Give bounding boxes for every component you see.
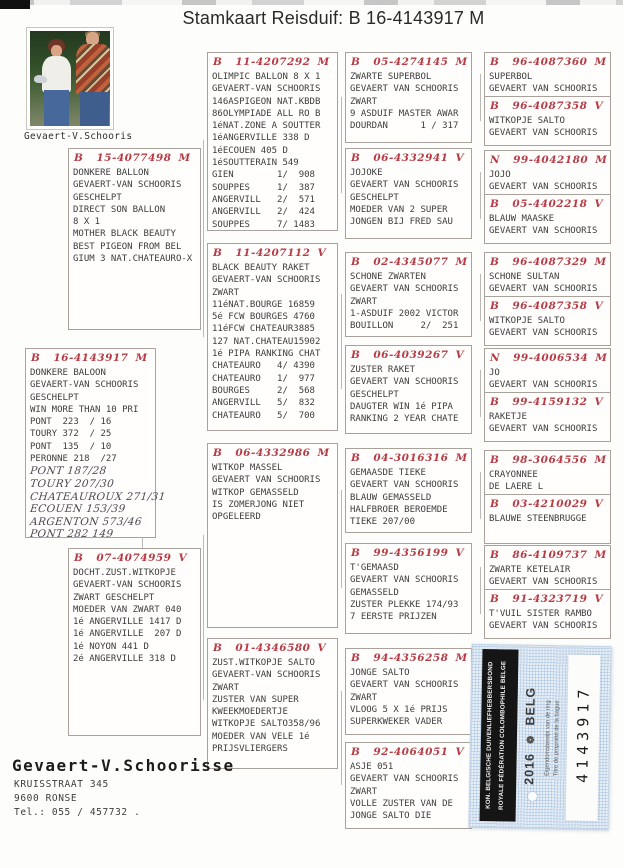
pedigree-line: GEVAERT VAN SCHOORIS [489,621,598,632]
pedigree-line: GEMASSELD [350,587,399,598]
pedigree-line: WITKOPJE SALTO358/96 [212,719,321,730]
ring-sex: M [317,447,330,459]
pedigree-line: 11éNAT.BOURGE 16859 [212,299,315,310]
pedigree-box-98-3064556 [484,450,611,495]
pedigree-line: GEVAERT-VAN SCHOORIS [30,380,139,391]
ring-sex: M [595,352,608,364]
pedigree-line: OLIMPIC BALLON 8 X 1 [212,72,321,82]
pedigree-box-96-4087358 [484,296,611,346]
ring-sex: V [455,547,465,559]
ring-number-text: 11-4207112 [235,247,311,259]
pedigree-box-91-4323719 [484,589,611,639]
pedigree-line: GIEN 1/ 908 [212,170,315,181]
pedigree-box-02-4345077 [345,252,472,337]
pedigree-line: GEVAERT VAN SCHOORIS [489,424,598,435]
owner-photo-image [30,31,110,126]
pedigree-line: PONT 135 / 10 [30,441,112,452]
ring-sex: M [594,549,607,561]
ring-sex: V [317,642,327,654]
ring-country: B [351,349,361,361]
pedigree-line: GEVAERT VAN SCHOORIS [212,475,321,486]
pedigree-line: GEVAERT VAN SCHOORIS [350,84,459,95]
pedigree-line: ZUST.WITKOPJE SALTO [212,658,315,668]
ring-header [490,100,607,112]
ring-country: B [351,452,361,464]
ring-header [213,447,334,459]
pedigree-line: BLAUWE STEENBRUGGE [489,514,587,524]
pedigree-line: ZWART [350,96,378,107]
pedigree-line: DONKERE BALOON [30,368,106,378]
ring-country: B [490,100,500,112]
pedigree-line: VOLLE ZUSTER VAN DE [350,798,453,809]
pedigree-line: GEVAERT VAN SCHOORIS [489,182,598,193]
ring-country: B [490,256,500,268]
ring-country: B [490,198,500,210]
pedigree-line: WITKOPJE SALTO [489,116,565,126]
pedigree-line: 1éANGERVILLE 338 D [212,133,310,144]
handwritten-result-line: ECOUEN 153/39 [29,503,127,516]
punch-hole [528,792,537,801]
ring-country: B [490,549,500,561]
pedigree-line: CRAYONNEE [489,470,538,480]
pedigree-line: GEVAERT VAN SCHOORIS [350,377,459,388]
ring-header [490,198,607,210]
ring-header [351,152,468,164]
ring-country: B [213,642,223,654]
pedigree-box-96-4087329 [484,252,611,297]
pedigree-line: DOURDAN 1 / 317 [350,121,459,132]
pedigree-box-99-4159132 [484,392,611,442]
ring-number-text: 96-4087360 [512,56,588,68]
ring-number: 4143917 [573,684,593,784]
ring-header [213,642,334,654]
ring-sex: M [135,352,148,364]
ring-header [351,56,468,68]
pedigree-line: BLAUW MAASKE [489,214,555,224]
federation-name-fr: ROYALE FÉDÉRATION COLOMBOPHILE BELGE [497,660,508,810]
ring-country: B [490,593,500,605]
pedigree-line: 127 NAT.CHATEAU15902 [212,336,321,347]
pedigree-line: GEVAERT VAN SCHOORIS [489,84,598,95]
pedigree-line: 8 X 1 [73,217,101,228]
photo-caption: Gevaert-V.Schooris [24,131,133,142]
ring-number-text: 06-4332986 [235,447,311,459]
pedigree-line: BLAUW GEMASSELD [350,492,432,503]
ring-country: B [74,152,84,164]
pedigree-line: GEVAERT VAN SCHOORIS [489,328,598,339]
ring-number-text: 99-4006534 [513,352,589,364]
handwritten-result-line: PONT 187/28 [29,465,108,478]
ring-country: B [351,547,361,559]
ring-header [351,452,468,464]
pedigree-line: TOURY 372 / 25 [30,429,112,440]
ring-header [490,593,607,605]
pedigree-line: 9 ASDUIF MASTER AWAR [350,108,459,119]
pedigree-line: ANGERVILL 2/ 571 [212,194,315,205]
ring-country: B [351,152,361,164]
pedigree-line: WITKOP MASSEL [212,463,283,473]
pedigree-box-86-4109737 [484,545,611,590]
pedigree-line: 1é PIPA RANKING CHAT [212,349,321,360]
pedigree-box-07-4074959 [68,548,201,736]
ring-country: B [490,56,500,68]
handwritten-result-line: CHATEAUROUX 271/31 [29,490,167,503]
handwritten-result-line: TOURY 207/30 [29,477,115,490]
ring-number-text: 03-4210029 [512,498,588,510]
ring-header [490,352,607,364]
ring-number-text: 99-4159132 [512,396,588,408]
pedigree-line: GEVAERT-VAN SCHOORIS [212,84,321,95]
pedigree-box-16-4143917 [25,348,167,541]
pedigree-line: GESCHELPT [30,392,79,403]
ring-header [351,652,468,664]
pedigree-line: 146ASPIGEON NAT.KBDB [212,96,321,107]
pedigree-line: TIEKE 207/00 [350,517,416,528]
pedigree-line: PERONNE 218 /27 [30,454,117,465]
pedigree-line: MOEDER VAN ZWART 040 [73,604,182,615]
pedigree-line: 1-ASDUIF 2002 VICTOR [350,308,459,319]
ring-country: B [213,447,223,459]
pedigree-box-99-4042180 [484,150,611,195]
ring-header [351,547,468,559]
pedigree-line: BLACK BEAUTY RAKET [212,263,310,273]
pedigree-line: GEVAERT VAN SCHOORIS [350,480,459,491]
ring-number-text: 16-4143917 [53,352,129,364]
ring-sex: V [178,552,188,564]
pedigree-line: MOEDER VAN 2 SUPER [350,204,448,215]
ring-number-text: 05-4274145 [373,56,449,68]
pedigree-line: GEVAERT-VAN SCHOORIS [73,180,182,191]
ring-country: B [213,247,223,259]
ring-sex: M [595,154,608,166]
owner-phone: Tel.: 055 / 457732 . [14,807,141,818]
ring-country: B [351,652,361,664]
ring-number-text: 91-4323719 [512,593,588,605]
pedigree-line: DAUGTER WIN 1é PIPA [350,401,453,412]
pedigree-line: SOUPPES 7/ 1483 [212,219,315,230]
pedigree-line: IS ZOMERJONG NIET [212,499,305,510]
pedigree-line: GEVAERT VAN SCHOORIS [489,226,598,237]
ring-country: B [351,256,361,268]
pedigree-line: JOJOKE [350,168,383,178]
pedigree-box-11-4207112 [207,243,338,431]
pedigree-line: DIRECT SON BALLON [73,204,166,215]
ring-number-text: 06-4332941 [373,152,449,164]
ring-header [74,152,197,164]
page-title: Stamkaart Reisduif: B 16-4143917 M [182,8,485,28]
ring-number-text: 15-4077498 [96,152,172,164]
pedigree-line: 1éSOUTTERAIN 549 [212,158,299,169]
pedigree-line: DONKERE BALLON [73,168,149,178]
pedigree-line: PONT 223 / 16 [30,417,112,428]
pedigree-line: 1é NOYON 441 D [73,641,149,652]
ring-number-text: 96-4087358 [512,100,588,112]
pedigree-box-96-4087358 [484,96,611,146]
ring-ownership-card [468,644,611,830]
ring-sex: V [594,198,604,210]
pedigree-line: GEVAERT VAN SCHOORIS [350,575,459,586]
scan-artifact-strip [0,0,623,5]
pedigree-line: ZWART [350,692,378,703]
pedigree-line: GESCHELPT [350,389,399,400]
ring-number-text: 92-4064051 [373,746,449,758]
pedigree-line: GIUM 3 NAT.CHATEAURO-X [73,254,193,265]
pedigree-box-05-4274145 [345,52,472,143]
ring-header [490,56,607,68]
pedigree-line: ZWART GESCHELPT [73,592,155,603]
ring-header [213,56,334,68]
pedigree-line: ZUSTER VAN SUPER [212,694,299,705]
pedigree-line: 1éECOUEN 405 D [212,145,288,156]
pedigree-line: JOJO [489,170,511,180]
ring-sex: V [455,152,465,164]
ring-number-text: 98-3064556 [512,454,588,466]
ring-country: B [490,498,500,510]
pedigree-line: ZWART [212,287,240,298]
pedigree-box-06-4332941 [345,148,472,239]
ring-sex: M [455,256,468,268]
pedigree-line: ANGERVILL 2/ 424 [212,207,315,218]
pedigree-line: BOUILLON 2/ 251 [350,321,459,332]
pedigree-line: GEVAERT VAN SCHOORIS [489,577,598,588]
pedigree-box-15-4077498 [68,148,201,330]
ring-sex: M [594,56,607,68]
ring-header [351,746,468,758]
ring-number-text: 99-4042180 [513,154,589,166]
pedigree-line: RAKETJE [489,412,527,422]
pedigree-line: SUPERKWEKER VADER [350,717,443,728]
pedigree-line: 11éFCW CHATEAUR3885 [212,324,315,335]
ring-sex: M [455,652,468,664]
pedigree-box-96-4087360 [484,52,611,97]
pedigree-line: GEVAERT-VAN SCHOORIS [212,670,321,681]
ring-country: N [490,154,501,166]
ring-header [490,256,607,268]
pedigree-line: GEVAERT VAN SCHOORIS [350,284,459,295]
handwritten-result-line: PONT 282 149 [29,528,115,541]
ring-number-text: 86-4109737 [512,549,588,561]
ownership-text-fr: Titre de propriété de la bague [553,700,561,777]
ring-header [351,256,468,268]
pedigree-line: MOTHER BLACK BEAUTY [73,229,176,240]
pedigree-line: 1éNAT.ZONE A SOUTTER [212,121,321,132]
pedigree-box-01-4346580 [207,638,338,769]
ring-sex: M [178,152,191,164]
pedigree-line: PRIJSVLIERGERS [212,744,288,755]
pedigree-line: GESCHELPT [73,192,122,203]
ring-country: B [31,352,41,364]
ring-sex: V [317,247,327,259]
ring-country: B [351,746,361,758]
ring-number-text: 96-4087358 [512,300,588,312]
pedigree-line: GEVAERT VAN SCHOORIS [489,380,598,391]
ring-header [490,300,607,312]
ring-sex: M [455,56,468,68]
ring-number-text: 02-4345077 [373,256,449,268]
pedigree-line: GEVAERT-VAN SCHOORIS [73,580,182,591]
pedigree-line: SCHONE ZWARTEN [350,272,426,282]
pedigree-line: BOURGES 2/ 568 [212,385,315,396]
pedigree-box-92-4064051 [345,742,472,829]
pedigree-line: ZWARTE KETELAIR [489,565,571,575]
federation-name-nl: KON. BELGISCHE DUIVENLIEFHEBBERSBOND [484,661,495,809]
pedigree-line: GEVAERT VAN SCHOORIS [350,180,459,191]
pedigree-line: WIN MORE THAN 10 PRI [30,404,139,415]
ring-header [31,352,152,364]
pedigree-line: 1é ANGERVILLE 207 D [73,629,182,640]
ring-country: B [74,552,84,564]
ring-sex: M [594,256,607,268]
pedigree-line: T'VUIL SISTER RAMBO [489,609,592,619]
pedigree-line: JO [489,368,500,378]
pedigree-line: T'GEMAASD [350,563,399,573]
pedigree-line: WITKOPJE SALTO [489,316,565,326]
ring-country: B [351,56,361,68]
ring-header [490,154,607,166]
pedigree-line: KWEEKMOEDERTJE [212,707,288,718]
pedigree-box-06-4039267 [345,345,472,434]
owner-address-street: KRUISSTRAAT 345 [14,779,109,790]
pedigree-line: GEVAERT VAN SCHOORIS [489,284,598,295]
pedigree-line: MOEDER VAN VELE 1é [212,731,310,742]
ring-header [213,247,334,259]
pedigree-line: CHATEAURO 4/ 4390 [212,361,315,372]
pedigree-line: GEVAERT-VAN SCHOORIS [212,275,321,286]
pedigree-line: SUPERBOL [489,72,533,82]
ring-country: B [490,454,500,466]
pedigree-line: SOUPPES 1/ 387 [212,182,315,193]
ring-number-text: 11-4207292 [235,56,311,68]
pedigree-line: GESCHELPT [350,192,399,203]
pedigree-line: DE LAERE L [489,482,544,493]
pedigree-line: BEST PIGEON FROM BEL [73,241,182,252]
ring-header [490,454,607,466]
pedigree-line: OPGELEERD [212,512,261,523]
pedigree-box-04-3016316 [345,448,472,533]
ring-header [74,552,197,564]
pedigree-line: 2é ANGERVILLE 318 D [73,654,176,665]
ring-sex: V [594,100,604,112]
pedigree-box-94-4356258 [345,648,472,735]
pedigree-line: RANKING 2 YEAR CHATE [350,414,459,425]
pedigree-line: GEVAERT VAN SCHOORIS [350,680,459,691]
ring-sex: M [455,452,468,464]
pedigree-line: JONGE SALTO DIE [350,811,432,822]
pedigree-box-05-4402218 [484,194,611,244]
owner-address-city: 9600 RONSE [14,793,78,804]
pedigree-box-06-4332986 [207,443,338,628]
pedigree-line: 86OLYMPIADE ALL RO B [212,108,321,119]
ring-sex: V [455,746,465,758]
ring-number-text: 06-4039267 [373,349,449,361]
ring-header [490,498,607,510]
owner-name: Gevaert-V.Schoorisse [12,756,235,775]
pedigree-line: HALFBROER BEROEMDE [350,504,448,515]
pedigree-line: JONGEN BIJ FRED SAU [350,217,453,228]
ring-country: B [490,300,500,312]
pedigree-line: VLOOG 5 X 1é PRIJS [350,704,448,715]
ring-number-text: 05-4402218 [512,198,588,210]
pedigree-line: 1é ANGERVILLE 1417 D [73,617,182,628]
ring-number-text: 04-3016316 [373,452,449,464]
ring-country: B [490,396,500,408]
pedigree-line: ZWART [350,786,378,797]
pedigree-line: GEMAASDE TIEKE [350,468,426,478]
ring-sex: V [594,396,604,408]
pedigree-line: ZWART [350,296,378,307]
pedigree-line: 5é FCW BOURGES 4760 [212,312,315,323]
pedigree-line: JONGE SALTO [350,668,410,678]
ring-country: B [213,56,223,68]
ring-sex: V [594,593,604,605]
ring-sex: V [455,349,465,361]
federation-logo-icon: ❁ [525,734,538,745]
pedigree-line: ZUSTER RAKET [350,365,416,375]
ring-number-text: 07-4074959 [96,552,172,564]
ring-country: N [490,352,501,364]
ownership-text-nl: Eigendomsbewijs van de ring [544,700,552,776]
ring-number-text: 96-4087329 [512,256,588,268]
ring-header [490,396,607,408]
pedigree-line: ZWARTE SUPERBOL [350,72,432,82]
pedigree-line: WITKOP GEMASSELD [212,487,299,498]
pedigree-line: GEVAERT VAN SCHOORIS [489,128,598,139]
ring-sex: M [317,56,330,68]
ring-sex: M [594,454,607,466]
ring-sex: V [594,300,604,312]
ring-number-text: 01-4346580 [235,642,311,654]
pedigree-box-03-4210029 [484,494,611,544]
ring-card-country: BELG [523,686,538,726]
ring-header [351,349,468,361]
pedigree-line: ZWART [212,682,240,693]
pedigree-line: 7 EERSTE PRIJZEN [350,612,437,623]
ring-card-year: 2016 [522,752,537,785]
pedigree-line: DOCHT.ZUST.WITKOPJE [73,568,176,578]
pedigree-line: CHATEAURO 5/ 700 [212,410,315,421]
ring-number-text: 99-4356199 [373,547,449,559]
pedigree-line: CHATEAURO 1/ 977 [212,373,315,384]
pedigree-line: ASJE 051 [350,762,394,772]
pedigree-line: ZUSTER PLEKKE 174/93 [350,599,459,610]
pedigree-box-11-4207292 [207,52,338,231]
owner-photo [26,27,114,130]
pedigree-line: ANGERVILL 5/ 832 [212,398,315,409]
ring-number-text: 94-4356258 [373,652,449,664]
pigeon-in-hand [34,75,47,83]
pedigree-box-99-4356199 [345,543,472,634]
ring-header [490,549,607,561]
pedigree-box-99-4006534 [484,348,611,393]
pedigree-line: GEVAERT VAN SCHOORIS [350,774,459,785]
ring-sex: V [594,498,604,510]
handwritten-result-line: ARGENTON 573/46 [29,515,143,528]
pedigree-line: SCHONE SULTAN [489,272,560,282]
